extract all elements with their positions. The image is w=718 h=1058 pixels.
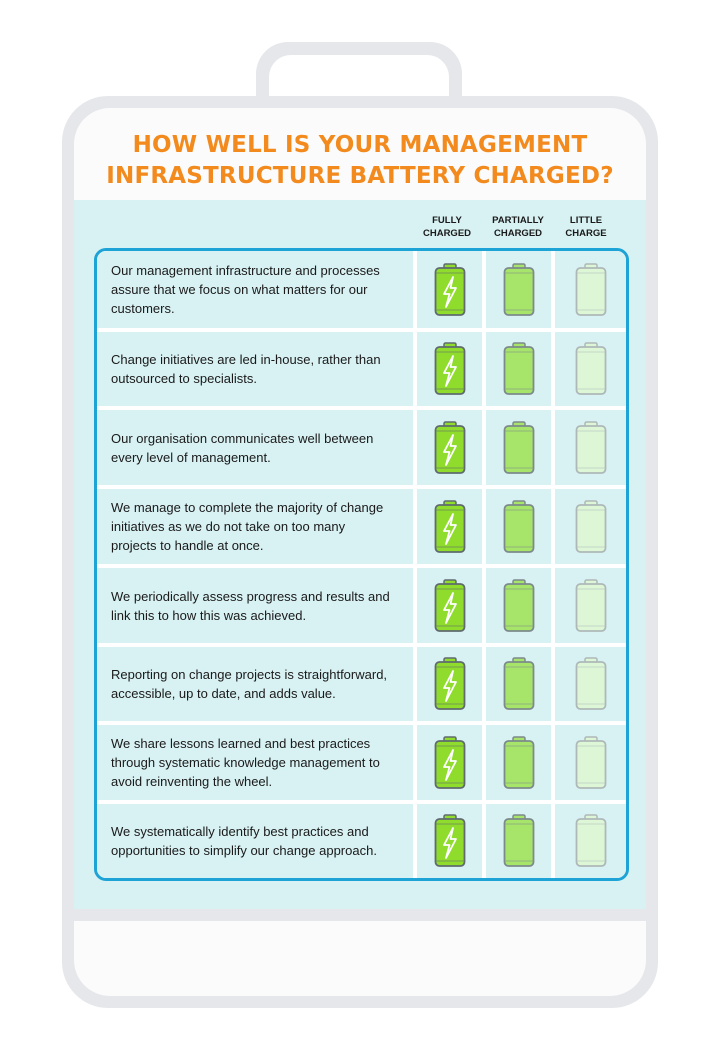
battery-partially-charged-icon: [503, 579, 535, 633]
rating-cell-little[interactable]: [555, 725, 626, 800]
rating-cell-partial[interactable]: [486, 804, 551, 878]
battery-fully-charged-icon: [434, 263, 466, 317]
rating-cell-full[interactable]: [417, 647, 482, 721]
battery-little-charge-icon: [575, 579, 607, 633]
rating-cell-partial[interactable]: [486, 332, 551, 406]
statement-cell: [97, 410, 413, 485]
rating-cell-partial[interactable]: [486, 251, 551, 328]
battery-little-charge-icon: [575, 500, 607, 554]
battery-partially-charged-icon: [503, 421, 535, 475]
battery-body: [74, 108, 646, 996]
rating-cell-little[interactable]: [555, 251, 626, 328]
table-row: [97, 725, 626, 800]
table-row: [97, 489, 626, 564]
statement-cell: [97, 332, 413, 406]
battery-partially-charged-icon: [503, 736, 535, 790]
table-row: [97, 332, 626, 406]
statement-cell: [97, 725, 413, 800]
battery-little-charge-icon: [575, 736, 607, 790]
rating-cell-full[interactable]: [417, 410, 482, 485]
rating-cell-full[interactable]: [417, 568, 482, 643]
rating-cell-full[interactable]: [417, 251, 482, 328]
checklist-table: [94, 248, 629, 881]
rating-cell-little[interactable]: [555, 489, 626, 564]
statement-cell: [97, 489, 413, 564]
title-line-1: HOW WELL IS YOUR MANAGEMENT: [132, 132, 588, 158]
table-row: [97, 410, 626, 485]
statement-text: Our management infrastructure and processes assure that we focus on what matters for our customers.: [111, 263, 380, 316]
rating-cell-little[interactable]: [555, 332, 626, 406]
rating-cell-partial[interactable]: [486, 568, 551, 643]
rating-cell-full[interactable]: [417, 489, 482, 564]
table-row: [97, 251, 626, 328]
column-header-fully-charged: FULLY CHARGED: [422, 215, 472, 239]
statement-text: Our organisation communicates well between every level of management.: [111, 430, 374, 465]
table-row: [97, 647, 626, 721]
battery-little-charge-icon: [575, 814, 607, 868]
statement-text: We share lessons learned and best practices through systematic knowledge management to avoid reinventing the wheel.: [111, 736, 380, 789]
statement-text: We periodically assess progress and results and link this to how this was achieved.: [111, 588, 390, 623]
rating-cell-partial[interactable]: [486, 410, 551, 485]
statement-cell: [97, 804, 413, 878]
battery-fully-charged-icon: [434, 500, 466, 554]
battery-partially-charged-icon: [503, 500, 535, 554]
battery-fully-charged-icon: [434, 657, 466, 711]
statement-cell: [97, 251, 413, 328]
battery-partially-charged-icon: [503, 814, 535, 868]
rating-cell-full[interactable]: [417, 804, 482, 878]
rating-cell-little[interactable]: [555, 804, 626, 878]
panel-bottom-band: [74, 909, 646, 921]
battery-little-charge-icon: [575, 657, 607, 711]
column-header-little-charge: LITTLE CHARGE: [565, 215, 607, 239]
battery-little-charge-icon: [575, 342, 607, 396]
statement-text: Reporting on change projects is straightforward, accessible, up to date, and adds value.: [111, 667, 388, 701]
battery-little-charge-icon: [575, 263, 607, 317]
battery-little-charge-icon: [575, 421, 607, 475]
table-row: [97, 804, 626, 878]
battery-fully-charged-icon: [434, 736, 466, 790]
column-header-partially-charged: PARTIALLY CHARGED: [492, 215, 544, 239]
rating-cell-full[interactable]: [417, 332, 482, 406]
statement-text: Change initiatives are led in-house, rather than outsourced to specialists.: [111, 352, 381, 386]
rating-cell-partial[interactable]: [486, 489, 551, 564]
rating-cell-full[interactable]: [417, 725, 482, 800]
table-row: [97, 568, 626, 643]
statement-cell: [97, 568, 413, 643]
battery-fully-charged-icon: [434, 814, 466, 868]
battery-fully-charged-icon: [434, 342, 466, 396]
battery-fully-charged-icon: [434, 579, 466, 633]
rating-cell-little[interactable]: [555, 410, 626, 485]
battery-fully-charged-icon: [434, 421, 466, 475]
rating-cell-partial[interactable]: [486, 647, 551, 721]
page-title: [74, 130, 646, 192]
statement-text: We manage to complete the majority of change initiatives as we do not take on too many projects to handle at once.: [111, 500, 384, 553]
statement-text: We systematically identify best practices and opportunities to simplify our change approach.: [111, 824, 377, 858]
battery-partially-charged-icon: [503, 263, 535, 317]
battery-partially-charged-icon: [503, 657, 535, 711]
battery-partially-charged-icon: [503, 342, 535, 396]
title-line-2: INFRASTRUCTURE BATTERY CHARGED?: [106, 163, 614, 189]
statement-cell: [97, 647, 413, 721]
rating-cell-partial[interactable]: [486, 725, 551, 800]
rating-cell-little[interactable]: [555, 568, 626, 643]
rating-cell-little[interactable]: [555, 647, 626, 721]
